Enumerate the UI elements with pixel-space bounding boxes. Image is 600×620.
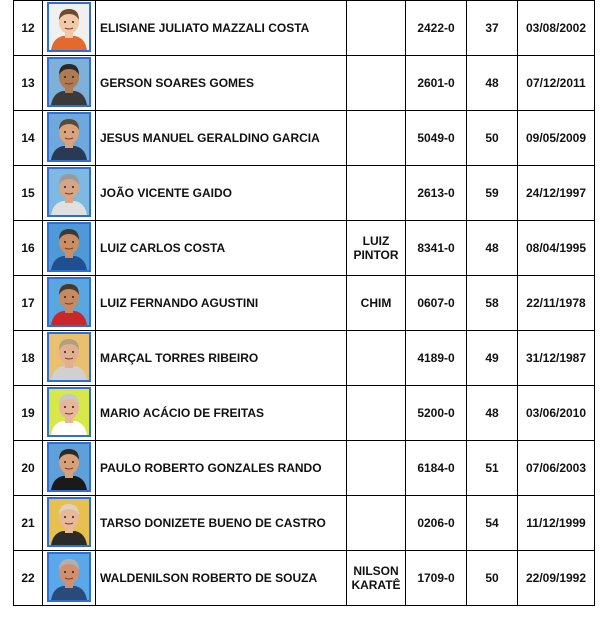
member-photo	[47, 552, 91, 602]
member-registration: 0607-0	[406, 276, 467, 331]
photo-cell	[43, 56, 96, 111]
roster-body	[14, 1, 595, 606]
member-photo	[47, 277, 91, 327]
member-nickname	[347, 1, 406, 56]
member-nickname: NILSON KARATÊ	[347, 551, 406, 606]
member-nickname	[347, 331, 406, 386]
member-name: JOÃO VICENTE GAIDO	[96, 166, 347, 221]
roster-table	[13, 0, 595, 606]
photo-cell	[43, 1, 96, 56]
row-number: 22	[14, 551, 43, 606]
portrait-icon	[49, 4, 89, 50]
row-number: 12	[14, 1, 43, 56]
portrait-icon	[49, 169, 89, 215]
portrait-icon	[49, 59, 89, 105]
member-age: 48	[467, 56, 518, 111]
member-age: 49	[467, 331, 518, 386]
member-name: MARIO ACÁCIO DE FREITAS	[96, 386, 347, 441]
member-nickname	[347, 56, 406, 111]
member-photo	[47, 57, 91, 107]
member-registration: 2613-0	[406, 166, 467, 221]
member-photo	[47, 167, 91, 217]
member-name: WALDENILSON ROBERTO DE SOUZA	[96, 551, 347, 606]
member-age: 59	[467, 166, 518, 221]
portrait-icon	[49, 499, 89, 545]
member-date: 22/11/1978	[518, 276, 595, 331]
member-photo	[47, 112, 91, 162]
member-date: 11/12/1999	[518, 496, 595, 551]
member-registration: 8341-0	[406, 221, 467, 276]
member-date: 31/12/1987	[518, 331, 595, 386]
row-number: 18	[14, 331, 43, 386]
member-name: TARSO DONIZETE BUENO DE CASTRO	[96, 496, 347, 551]
row-number: 21	[14, 496, 43, 551]
member-photo	[47, 497, 91, 547]
table-row	[14, 551, 595, 606]
member-nickname	[347, 386, 406, 441]
member-name: LUIZ FERNANDO AGUSTINI	[96, 276, 347, 331]
member-name: LUIZ CARLOS COSTA	[96, 221, 347, 276]
member-nickname	[347, 441, 406, 496]
member-photo	[47, 442, 91, 492]
photo-cell	[43, 276, 96, 331]
photo-cell	[43, 551, 96, 606]
table-row	[14, 166, 595, 221]
member-age: 54	[467, 496, 518, 551]
member-date: 07/06/2003	[518, 441, 595, 496]
member-date: 07/12/2011	[518, 56, 595, 111]
photo-cell	[43, 331, 96, 386]
member-registration: 0206-0	[406, 496, 467, 551]
row-number: 16	[14, 221, 43, 276]
table-row	[14, 496, 595, 551]
member-date: 08/04/1995	[518, 221, 595, 276]
table-row	[14, 276, 595, 331]
portrait-icon	[49, 444, 89, 490]
member-registration: 6184-0	[406, 441, 467, 496]
member-age: 50	[467, 111, 518, 166]
row-number: 14	[14, 111, 43, 166]
portrait-icon	[49, 114, 89, 160]
table-row	[14, 386, 595, 441]
member-name: JESUS MANUEL GERALDINO GARCIA	[96, 111, 347, 166]
member-registration: 2601-0	[406, 56, 467, 111]
member-registration: 1709-0	[406, 551, 467, 606]
member-name: PAULO ROBERTO GONZALES RANDO	[96, 441, 347, 496]
portrait-icon	[49, 224, 89, 270]
member-registration: 2422-0	[406, 1, 467, 56]
member-age: 48	[467, 221, 518, 276]
photo-cell	[43, 221, 96, 276]
portrait-icon	[49, 334, 89, 380]
member-name: GERSON SOARES GOMES	[96, 56, 347, 111]
member-date: 22/09/1992	[518, 551, 595, 606]
photo-cell	[43, 386, 96, 441]
row-number: 15	[14, 166, 43, 221]
portrait-icon	[49, 554, 89, 600]
member-photo	[47, 387, 91, 437]
member-nickname: LUIZ PINTOR	[347, 221, 406, 276]
row-number: 13	[14, 56, 43, 111]
member-photo	[47, 222, 91, 272]
member-nickname	[347, 496, 406, 551]
member-age: 58	[467, 276, 518, 331]
photo-cell	[43, 496, 96, 551]
table-row	[14, 441, 595, 496]
table-row	[14, 221, 595, 276]
table-row	[14, 331, 595, 386]
row-number: 19	[14, 386, 43, 441]
member-registration: 5200-0	[406, 386, 467, 441]
table-row	[14, 111, 595, 166]
table-row	[14, 1, 595, 56]
member-age: 50	[467, 551, 518, 606]
member-registration: 4189-0	[406, 331, 467, 386]
member-name: ELISIANE JULIATO MAZZALI COSTA	[96, 1, 347, 56]
member-photo	[47, 332, 91, 382]
member-nickname: CHIM	[347, 276, 406, 331]
photo-cell	[43, 111, 96, 166]
row-number: 20	[14, 441, 43, 496]
portrait-icon	[49, 389, 89, 435]
member-photo	[47, 2, 91, 52]
photo-cell	[43, 441, 96, 496]
member-age: 51	[467, 441, 518, 496]
member-nickname	[347, 111, 406, 166]
row-number: 17	[14, 276, 43, 331]
table-row	[14, 56, 595, 111]
member-age: 48	[467, 386, 518, 441]
portrait-icon	[49, 279, 89, 325]
member-date: 03/06/2010	[518, 386, 595, 441]
member-nickname	[347, 166, 406, 221]
member-age: 37	[467, 1, 518, 56]
photo-cell	[43, 166, 96, 221]
member-registration: 5049-0	[406, 111, 467, 166]
member-date: 24/12/1997	[518, 166, 595, 221]
member-date: 09/05/2009	[518, 111, 595, 166]
member-date: 03/08/2002	[518, 1, 595, 56]
member-name: MARÇAL TORRES RIBEIRO	[96, 331, 347, 386]
